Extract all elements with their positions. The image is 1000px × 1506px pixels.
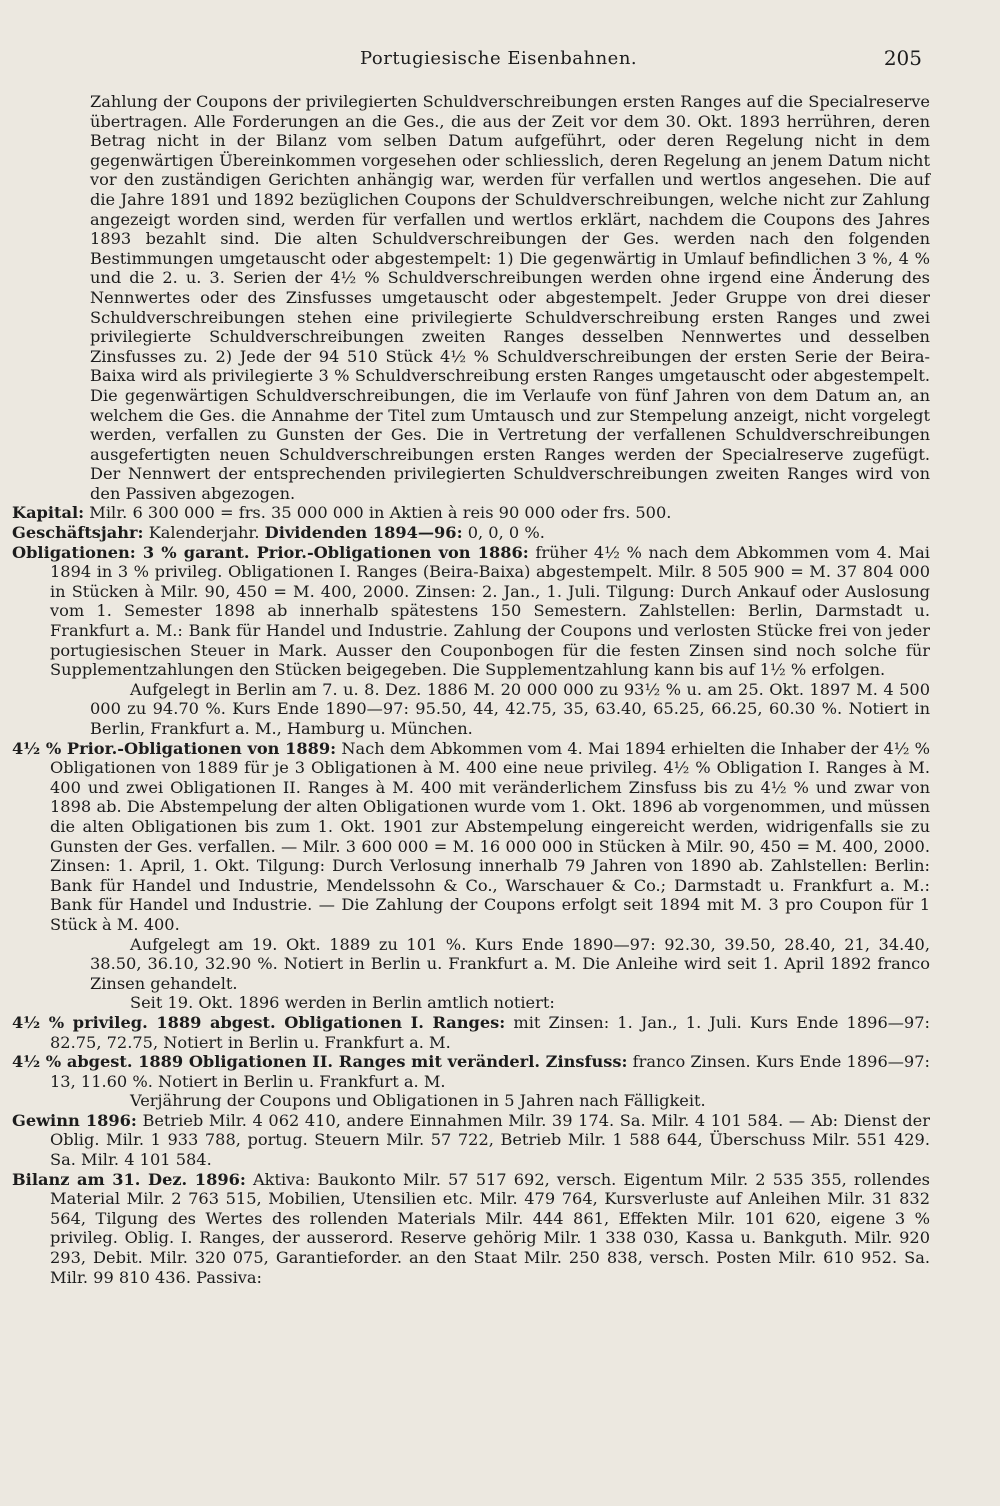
dividenden-text: 0, 0, 0 %. bbox=[467, 523, 545, 543]
geschaeftsjahr-label: Geschäftsjahr: bbox=[12, 523, 144, 543]
kapital-entry bbox=[12, 503, 930, 523]
rang-1-entry bbox=[12, 1012, 930, 1052]
page-body bbox=[12, 92, 930, 1287]
intro-paragraph: Zahlung der Coupons der privilegierten Schuldverschreibungen ersten Ranges auf die Specialreserve übertragen. Alle Forderungen an die Ges., die aus der Zeit vor dem 30. Okt. 1893 herrühren, deren Betrag nicht in der Bilanz vom selben Datum aufgeführt, oder deren Regelung nicht in dem gegenwärtigen Übereinkommen vorgesehen oder schliesslich, deren Regelung an jenem Datum nicht vor den zuständigen Gerichten anhängig war, werden für verfallen und wertlos angesehen. Die auf die Jahre 1891 und 1892 bezüglichen Coupons der Schuldverschreibungen, welche nicht zur Zahlung angezeigt worden sind, werden für verfallen und wertlos erklärt, nachdem die Coupons des Jahres 1893 bezahlt sind. Die alten Schuldverschreibungen der Ges. werden nach den folgenden Bestimmungen umgetauscht oder abgestempelt: 1) Die gegenwärtig in Umlauf befindlichen 3 %, 4 % und die 2. u. 3. Serien der 4½ % Schuldverschreibungen werden ohne irgend eine Änderung des Nennwertes oder des Zinsfusses umgetauscht oder abgestempelt. Jeder Gruppe von drei dieser Schuldverschreibungen stehen eine privilegierte Schuldverschreibung ersten Ranges und zwei privilegierte Schuldverschreibungen zweiten Ranges desselben Nennwertes und desselben Zinsfusses zu. 2) Jede der 94 510 Stück 4½ % Schuldverschreibungen der ersten Serie der Beira-Baixa wird als privilegierte 3 % Schuldverschreibung ersten Ranges umgetauscht oder abgestempelt. Die gegenwärtigen Schuldverschreibungen, die im Verlaufe von fünf Jahren von dem Datum an, an welchem die Ges. die Annahme der Titel zum Umtausch und zur Stempelung anzeigt, nicht vorgelegt werden, verfallen zu Gunsten der Ges. Die in Vertretung der verfallenen Schuldverschreibungen ausgefertigten neuen Schuldverschreibungen ersten Ranges werden der Specialreserve zugefügt. Der Nennwert der entsprechenden privilegierten Schuldverschreibungen zweiten Ranges wird von den Passiven abgezogen. bbox=[90, 92, 930, 503]
geschaeftsjahr-text: Kalenderjahr. bbox=[148, 523, 260, 543]
rang-2-entry bbox=[12, 1052, 930, 1091]
bilanz-entry bbox=[12, 1169, 930, 1288]
obligationen-1886-entry bbox=[12, 542, 930, 680]
rang-2-label: 4½ % abgest. 1889 Obligationen II. Ranges mit veränderl. Zinsfuss: bbox=[12, 1052, 628, 1072]
rang-2-text: franco Zinsen. Kurs Ende 1896—97: 13, 11.60 %. Notiert in Berlin u. Frankfurt a. M. bbox=[50, 1052, 930, 1091]
prior-1889-text: Nach dem Abkommen vom 4. Mai 1894 erhielten die Inhaber der 4½ % Obligationen von 1889 für je 3 Obligationen à M. 400 eine neue privileg. 4½ % Obligation I. Ranges à M. 400 und zwei Obligationen II. Ranges à M. 400 mit veränderlichem Zinsfuss bis zu 4½ % und zwar von 1898 ab. Die Abstempelung der alten Obligationen wurde vom 1. Okt. 1896 ab vorgenommen, und müssen die alten Obligationen bis zum 1. Okt. 1901 zur Abstempelung eingereicht werden, widrigenfalls sie zu Gunsten der Ges. verfallen. — Milr. 3 600 000 = M. 16 000 000 in Stücken à Milr. 90, 450 = M. 400, 2000. Zinsen: 1. April, 1. Okt. Tilgung: Durch Verlosung innerhalb 79 Jahren von 1890 ab. Zahlstellen: Berlin: Bank für Handel und Industrie, Mendelssohn & Co., Warschauer & Co.; Darmstadt u. Frankfurt a. M.: Bank für Handel und Industrie. — Die Zahlung der Coupons erfolgt seit 1894 mit M. 3 pro Coupon für 1 Stück à M. 400. bbox=[50, 738, 930, 934]
prior-1889-aufgelegt: Aufgelegt am 19. Okt. 1889 zu 101 %. Kurs Ende 1890—97: 92.30, 39.50, 28.40, 21, 34.40, 38.50, 36.10, 32.90 %. Notiert in Berlin u. Frankfurt a. M. Die Anleihe wird seit 1. April 1892 franco Zinsen gehandelt. bbox=[90, 934, 930, 993]
bilanz-label: Bilanz am 31. Dez. 1896: bbox=[12, 1169, 246, 1189]
page-header bbox=[90, 46, 930, 80]
obligationen-1886-aufgelegt: Aufgelegt in Berlin am 7. u. 8. Dez. 1886 M. 20 000 000 zu 93½ % u. am 25. Okt. 1897 M. 4 500 000 zu 94.70 %. Kurs Ende 1890—97: 95.50, 44, 42.75, 35, 63.40, 65.25, 66.25, 60.30 %. Notiert in Berlin, Frankfurt a. M., Hamburg u. München. bbox=[90, 679, 930, 738]
gewinn-text: Betrieb Milr. 4 062 410, andere Einnahmen Milr. 39 174. Sa. Milr. 4 101 584. — Ab: Dienst der Oblig. Milr. 1 933 788, portug. Steuern Milr. 57 722, Betrieb Milr. 1 588 644, Überschuss Milr. 551 429. Sa. Milr. 4 101 584. bbox=[50, 1110, 930, 1170]
gewinn-label: Gewinn 1896: bbox=[12, 1110, 137, 1130]
obligationen-1886-label: Obligationen: 3 % garant. Prior.-Obligationen von 1886: bbox=[12, 542, 529, 562]
verjaehrung-text: Verjährung der Coupons und Obligationen in 5 Jahren nach Fälligkeit. bbox=[130, 1091, 706, 1111]
prior-1889-entry bbox=[12, 738, 930, 935]
gewinn-entry bbox=[12, 1110, 930, 1170]
running-title: Portugiesische Eisenbahnen. bbox=[360, 48, 638, 69]
dividenden-label: Dividenden 1894—96: bbox=[264, 523, 463, 543]
rang-1-text: mit Zinsen: 1. Jan., 1. Juli. Kurs Ende 1896—97: 82.75, 72.75, Notiert in Berlin u. Frankfurt a. M. bbox=[50, 1012, 930, 1052]
rang-1-label: 4½ % privileg. 1889 abgest. Obligationen I. Ranges: bbox=[12, 1012, 506, 1032]
geschaeftsjahr-entry bbox=[12, 523, 930, 543]
kapital-label: Kapital: bbox=[12, 503, 85, 523]
prior-1889-seit: Seit 19. Okt. 1896 werden in Berlin amtlich notiert: bbox=[130, 993, 555, 1013]
page-number: 205 bbox=[883, 46, 922, 70]
kapital-text: Milr. 6 300 000 = frs. 35 000 000 in Aktien à reis 90 000 oder frs. 500. bbox=[89, 503, 672, 523]
obligationen-1886-text: früher 4½ % nach dem Abkommen vom 4. Mai 1894 in 3 % privileg. Obligationen I. Ranges (Beira-Baixa) abgestempelt. Milr. 8 505 900 = M. 37 804 000 in Stücken à Milr. 90, 450 = M. 400, 2000. Zinsen: 2. Jan., 1. Juli. Tilgung: Durch Ankauf oder Auslosung vom 1. Semester 1898 ab innerhalb spätestens 150 Semestern. Zahlstellen: Berlin, Darmstadt u. Frankfurt a. M.: Bank für Handel und Industrie. Zahlung der Coupons und verlosten Stücke frei von jeder portugiesischen Steuer in Mark. Ausser den Couponbogen für die festen Zinsen sind noch solche für Supplementzahlungen den Stücken beigegeben. Die Supplementzahlung kann bis auf 1½ % erfolgen. bbox=[50, 542, 930, 680]
bilanz-text: Aktiva: Baukonto Milr. 57 517 692, versch. Eigentum Milr. 2 535 355, rollendes Material Milr. 2 763 515, Mobilien, Utensilien etc. Milr. 479 764, Kursverluste auf Anleihen Milr. 31 832 564, Tilgung des Wertes des rollenden Materials Milr. 444 861, Effekten Milr. 101 620, eigene 3 % privileg. Oblig. I. Ranges, der ausserord. Reserve gehörig Milr. 1 338 030, Kassa u. Bankguth. Milr. 920 293, Debit. Milr. 320 075, Garantieforder. an den Staat Milr. 250 838, versch. Posten Milr. 610 952. Sa. Milr. 99 810 436. Passiva: bbox=[50, 1169, 930, 1287]
prior-1889-label: 4½ % Prior.-Obligationen von 1889: bbox=[12, 738, 337, 758]
